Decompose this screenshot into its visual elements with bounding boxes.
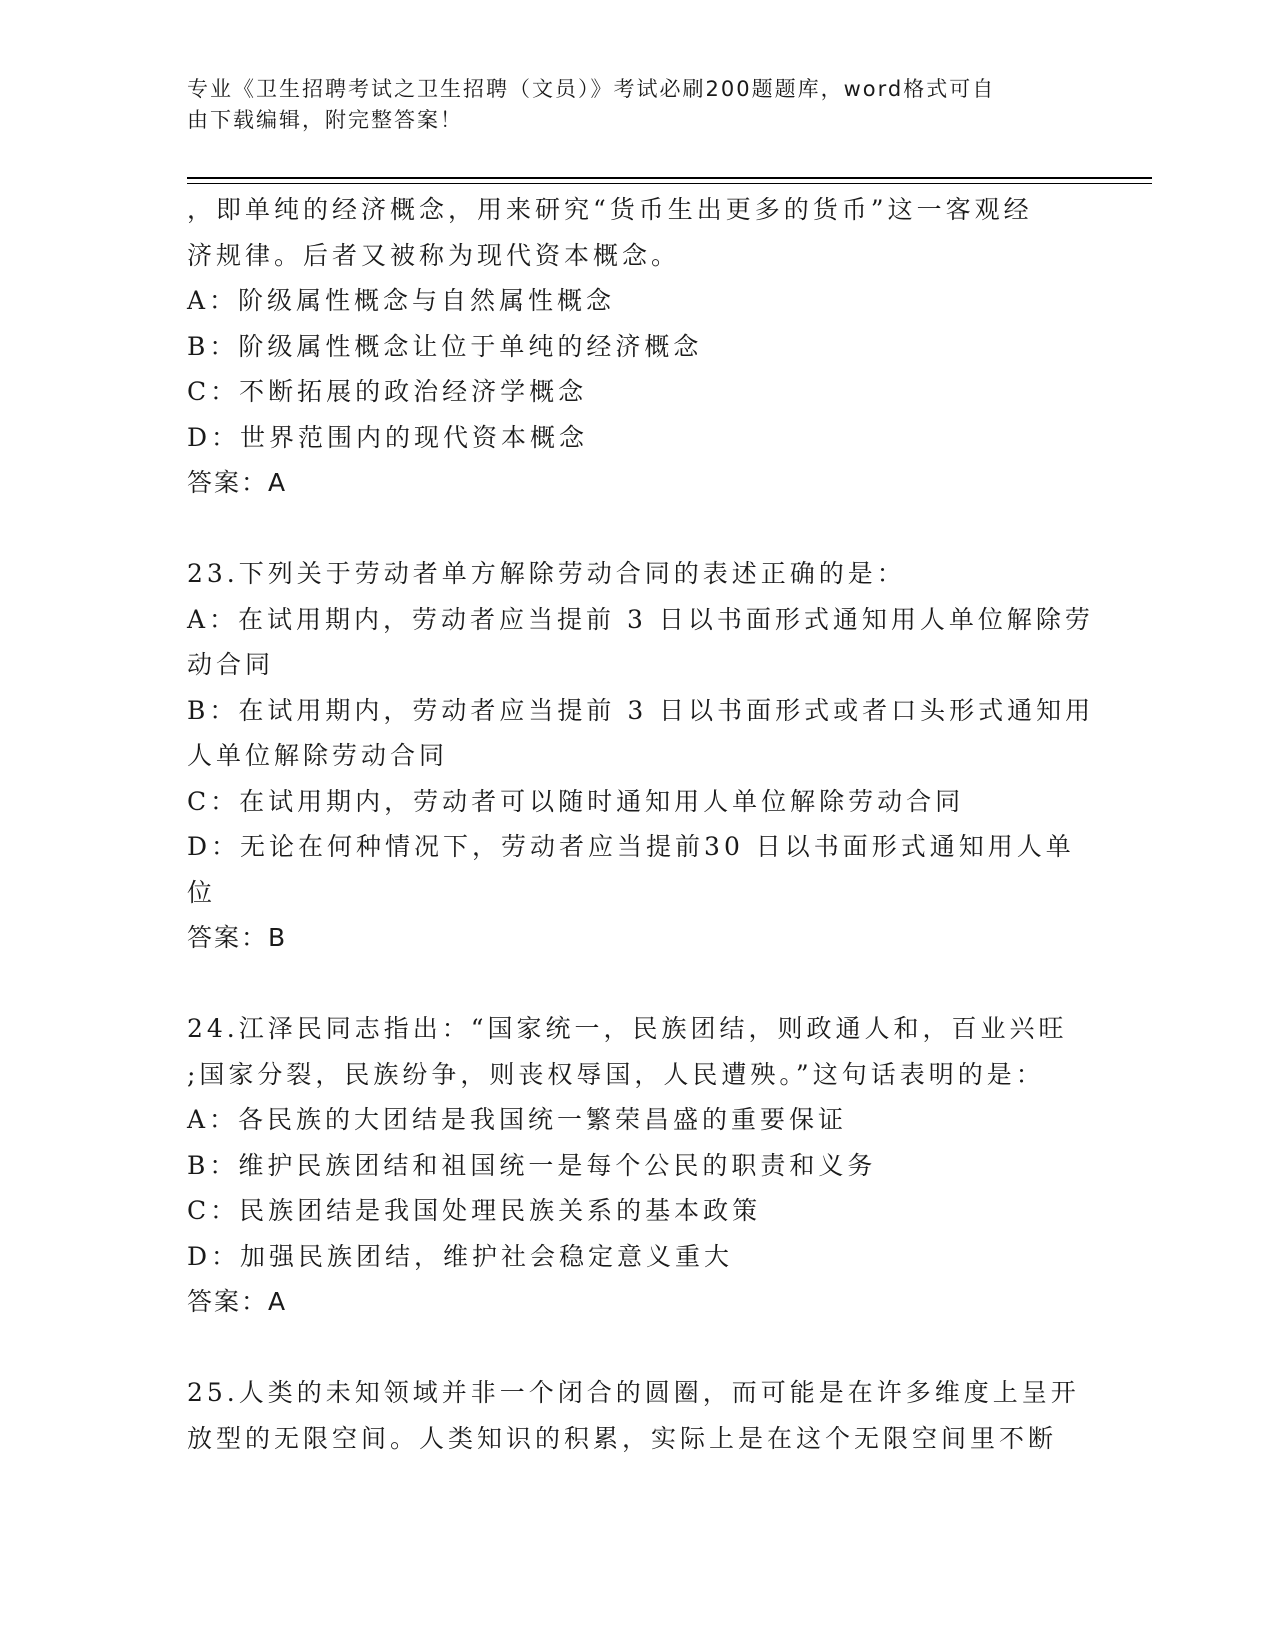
header-line-2: 由下载编辑，附完整答案！ <box>187 108 463 132</box>
option-a: A：阶级属性概念与自然属性概念 <box>187 286 616 315</box>
question-25 <box>187 1370 1080 1461</box>
option-d: D：加强民族团结，维护社会稳定意义重大 <box>187 1241 734 1271</box>
document-header <box>187 74 1067 136</box>
answer: 答案：A <box>187 1287 288 1316</box>
option-a: A：各民族的大团结是我国统一繁荣昌盛的重要保证 <box>187 1105 848 1134</box>
option-b: B：在试用期内，劳动者应当提前 3 日以书面形式或者口头形式通知用 <box>187 695 1095 725</box>
answer: 答案：A <box>187 468 288 497</box>
option-c: C：不断拓展的政治经济学概念 <box>187 377 588 406</box>
answer: 答案：B <box>187 923 288 952</box>
document-body <box>187 187 1095 1461</box>
option-d-cont: 位 <box>187 877 217 907</box>
spacer <box>187 961 1067 1007</box>
option-b: B：阶级属性概念让位于单纯的经济概念 <box>187 331 703 361</box>
option-c: C：民族团结是我国处理民族关系的基本政策 <box>187 1196 762 1225</box>
option-b: B：维护民族团结和祖国统一是每个公民的职责和义务 <box>187 1150 877 1180</box>
spacer <box>187 506 1067 552</box>
question-text-line: 23.下列关于劳动者单方解除劳动合同的表述正确的是： <box>187 559 906 588</box>
question-22-continuation <box>187 187 1067 506</box>
question-text-line: ;国家分裂，民族纷争，则丧权辱国，人民遭殃。”这句话表明的是： <box>187 1059 1045 1089</box>
header-rule-thin <box>187 183 1152 184</box>
question-text-line: 济规律。后者又被称为现代资本概念。 <box>187 240 681 270</box>
header-rule-thick <box>187 177 1152 179</box>
question-text-line: 24.江泽民同志指出：“国家统一，民族团结，则政通人和，百业兴旺 <box>187 1014 1068 1043</box>
option-c: C：在试用期内，劳动者可以随时通知用人单位解除劳动合同 <box>187 786 965 816</box>
header-line-1: 专业《卫生招聘考试之卫生招聘（文员）》考试必刷200题题库，word格式可自 <box>187 77 996 101</box>
option-d: D：无论在何种情况下，劳动者应当提前30 日以书面形式通知用人单 <box>187 832 1075 861</box>
question-23 <box>187 551 1095 961</box>
option-b-cont: 人单位解除劳动合同 <box>187 741 449 770</box>
spacer <box>187 1325 1067 1371</box>
option-a-cont: 动合同 <box>187 650 275 679</box>
question-text-line: ，即单纯的经济概念，用来研究“货币生出更多的货币”这一客观经 <box>187 195 1033 224</box>
question-24 <box>187 1006 1067 1325</box>
question-text-line: 25.人类的未知领域并非一个闭合的圆圈，而可能是在许多维度上呈开 <box>187 1378 1080 1407</box>
option-d: D：世界范围内的现代资本概念 <box>187 422 589 452</box>
question-text-line: 放型的无限空间。人类知识的积累，实际上是在这个无限空间里不断 <box>187 1423 1058 1453</box>
option-a: A：在试用期内，劳动者应当提前 3 日以书面形式通知用人单位解除劳 <box>187 604 1094 634</box>
